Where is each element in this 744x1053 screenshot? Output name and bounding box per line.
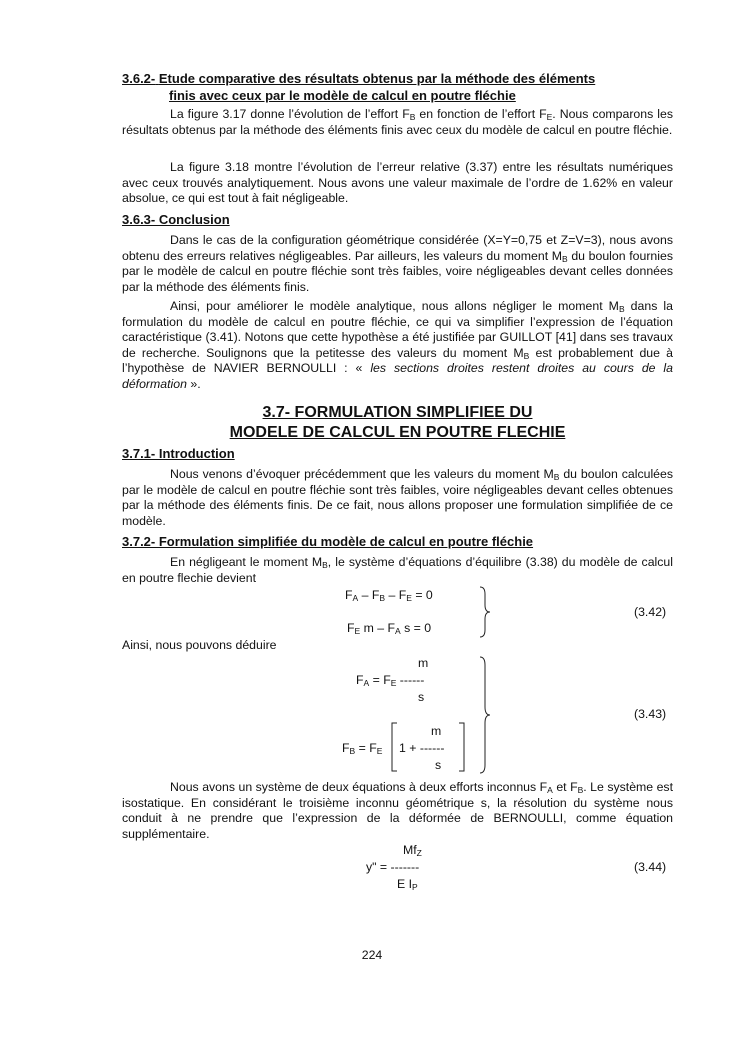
section-3-7-2-paragraph-2: Nous avons un système de deux équations à deux efforts inconnus $F_A$ et $F_B$. Le système est isostatique. En considérant le troisième inconnu géométrique s, la résolution du système nous conduit à ne prendre que l’expression de la déformée de BERNOULLI, comme équation supplémentaire. bbox=[122, 780, 673, 841]
equation-3-43b-right-paren bbox=[458, 722, 466, 772]
section-3-6-3-paragraph-2: Ainsi, pour améliorer le modèle analytique, nous allons négliger le moment $M_B$ dans la formulation du modèle de calcul en poutre fléchie, ce qui va simplifier l’expression de l’équation caractéristique (3.41). Notons que cette hypothèse a été justifiée par GUILLOT [41] dans ses travaux de recherche. Soulignons que la petitesse des valeurs du moment $M_B$ est probablement due à l’hypothèse de NAVIER BERNOULLI : « les sections droites restent droites au cours de la déformation ». bbox=[122, 299, 674, 391]
equation-3-43b-numerator: m bbox=[431, 724, 442, 738]
section-3-6-2-paragraph-1: La figure 3.17 donne l’évolution de l’effort $F_B$ en fonction de l’effort $F_E$. Nous comparons les résultats obtenus par la méthode des éléments finis avec ceux du modèle de calcul en poutre fléchie. bbox=[122, 107, 673, 137]
equation-3-42-right-brace bbox=[478, 586, 492, 638]
equation-3-43-number: (3.43) bbox=[634, 707, 667, 721]
equation-3-43b-fraction: 1 + ------ bbox=[399, 741, 445, 755]
section-3-7-title: 3.7- FORMULATION SIMPLIFIEE DU MODELE DE CALCUL EN POUTRE FLECHIE bbox=[229, 404, 566, 441]
equation-3-43b-denominator: s bbox=[435, 758, 442, 772]
equation-3-44-lhs: y" = ------- bbox=[366, 860, 420, 874]
equation-3-44-numerator: $Mf_Z$ bbox=[403, 843, 422, 858]
equation-3-43-right-brace bbox=[478, 656, 492, 774]
section-3-6-3-paragraph-1: Dans le cas de la configuration géométrique considérée (X=Y=0,75 et Z=V=3), nous avons obtenu des erreurs relatives négligeables. Par ailleurs, les valeurs du moment $M_B$ du boulon fournies par le modèle de calcul en poutre fléchie sont très faibles, voire négligeables devant celles données par la méthode des éléments finis. bbox=[122, 233, 673, 294]
equation-3-43b-lhs: $F_B = F_E$ bbox=[342, 741, 383, 756]
section-3-7-1-paragraph: Nous venons d’évoquer précédemment que les valeurs du moment $M_B$ du boulon calculées par le modèle de calcul en poutre fléchie sont très faibles, voire négligeables devant celles obtenues par la méthode des éléments finis. De ce fait, nous allons proposer une formulation simplifiée de ce modèle. bbox=[122, 467, 674, 528]
deduce-text: Ainsi, nous pouvons déduire bbox=[122, 638, 277, 652]
equation-3-43a-lhs: $F_A = F_E$ ------ bbox=[356, 673, 425, 688]
equation-3-43a-numerator: m bbox=[418, 656, 429, 670]
equation-3-44-denominator: E $I_P$ bbox=[397, 877, 418, 892]
equation-3-42-line-1: $F_A - F_B - F_E = 0$ bbox=[345, 588, 433, 603]
equation-3-42-line-2: $F_E$ m – $F_A$ s = 0 bbox=[347, 621, 432, 636]
section-3-7-2-paragraph-1: En négligeant le moment $M_B$, le système d’équations d’équilibre (3.38) du modèle de calcul en poutre flechie devient bbox=[122, 555, 673, 585]
section-3-6-2-paragraph-2: La figure 3.18 montre l’évolution de l’erreur relative (3.37) entre les résultats numériques avec ceux trouvés analytiquement. Nous avons une valeur maximale de l’ordre de 1.62% en valeur absolue, ce qui est tout à fait négligeable. bbox=[122, 160, 673, 206]
equation-3-44-number: (3.44) bbox=[634, 860, 667, 874]
equation-3-43a-denominator: s bbox=[418, 690, 425, 704]
equation-3-42-number: (3.42) bbox=[634, 605, 667, 619]
section-3-7-1-heading: 3.7.1- Introduction bbox=[122, 446, 235, 461]
section-3-6-2-heading: 3.6.2- Etude comparative des résultats obtenus par la méthode des éléments finis avec ceux par le modèle de calcul en poutre fléchie bbox=[122, 71, 596, 103]
section-3-6-3-heading: 3.6.3- Conclusion bbox=[122, 212, 230, 227]
section-3-7-2-heading: 3.7.2- Formulation simplifiée du modèle de calcul en poutre fléchie bbox=[122, 534, 534, 549]
page-number: 224 bbox=[361, 948, 383, 962]
equation-3-43b-left-paren bbox=[390, 722, 398, 772]
